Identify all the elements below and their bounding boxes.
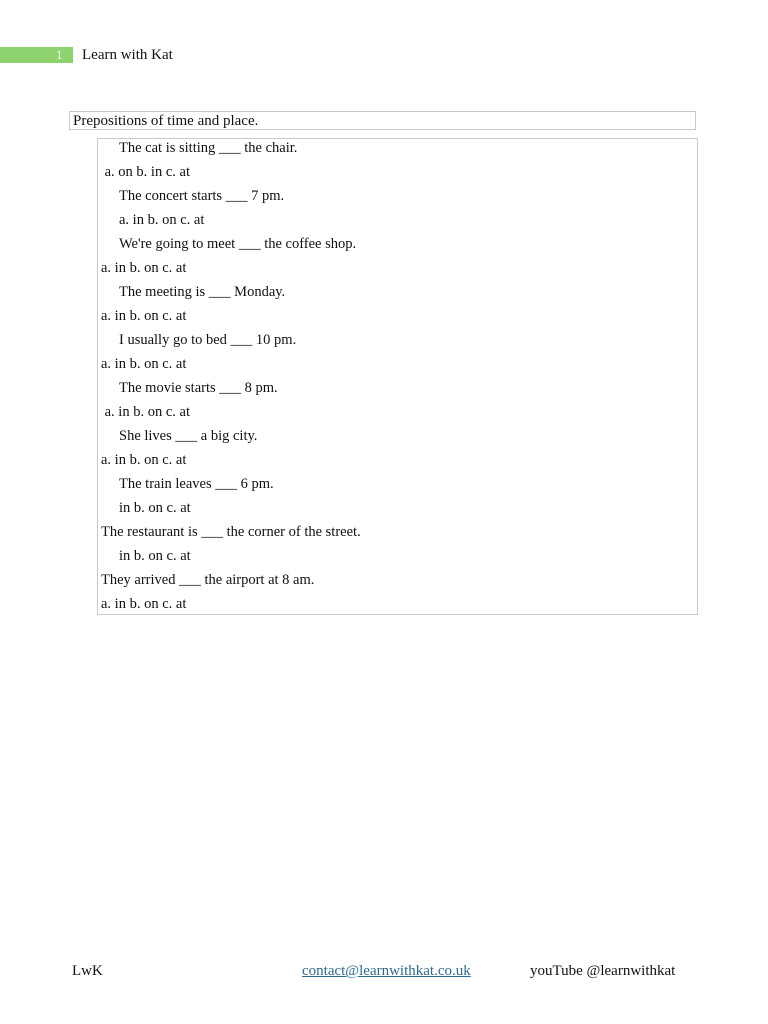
question-3-text: We're going to meet ___ the coffee shop. [119, 236, 357, 252]
question-5-text: I usually go to bed ___ 10 pm. [119, 332, 297, 348]
quiz-box [97, 138, 698, 615]
question-6-text: The movie starts ___ 8 pm. [119, 380, 278, 396]
worksheet-title: Prepositions of time and place. [73, 113, 259, 129]
question-5-options: a. in b. on c. at [101, 356, 187, 372]
question-8-options: in b. on c. at [119, 500, 191, 516]
page-number: 1 [56, 47, 63, 62]
header-title: Learn with Kat [82, 47, 173, 63]
question-2-text: The concert starts ___ 7 pm. [119, 188, 285, 204]
question-3-options: a. in b. on c. at [101, 260, 187, 276]
footer-brand: LwK [72, 963, 103, 979]
question-2-options: a. in b. on c. at [119, 212, 205, 228]
question-4-options: a. in b. on c. at [101, 308, 187, 324]
question-10-text: They arrived ___ the airport at 8 am. [101, 572, 315, 588]
footer-youtube: youTube @learnwithkat [530, 963, 676, 979]
question-1-options: a. on b. in c. at [101, 164, 190, 180]
question-10-options: a. in b. on c. at [101, 596, 187, 612]
question-8-text: The train leaves ___ 6 pm. [119, 476, 274, 492]
question-6-options: a. in b. on c. at [101, 404, 190, 420]
footer-email-link[interactable]: contact@learnwithkat.co.uk [302, 963, 471, 979]
worksheet-title-box [69, 111, 696, 130]
question-7-text: She lives ___ a big city. [119, 428, 258, 444]
question-9-options: in b. on c. at [119, 548, 191, 564]
question-4-text: The meeting is ___ Monday. [119, 284, 286, 300]
question-1-text: The cat is sitting ___ the chair. [119, 140, 298, 156]
question-7-options: a. in b. on c. at [101, 452, 187, 468]
question-9-text: The restaurant is ___ the corner of the street. [101, 524, 361, 540]
